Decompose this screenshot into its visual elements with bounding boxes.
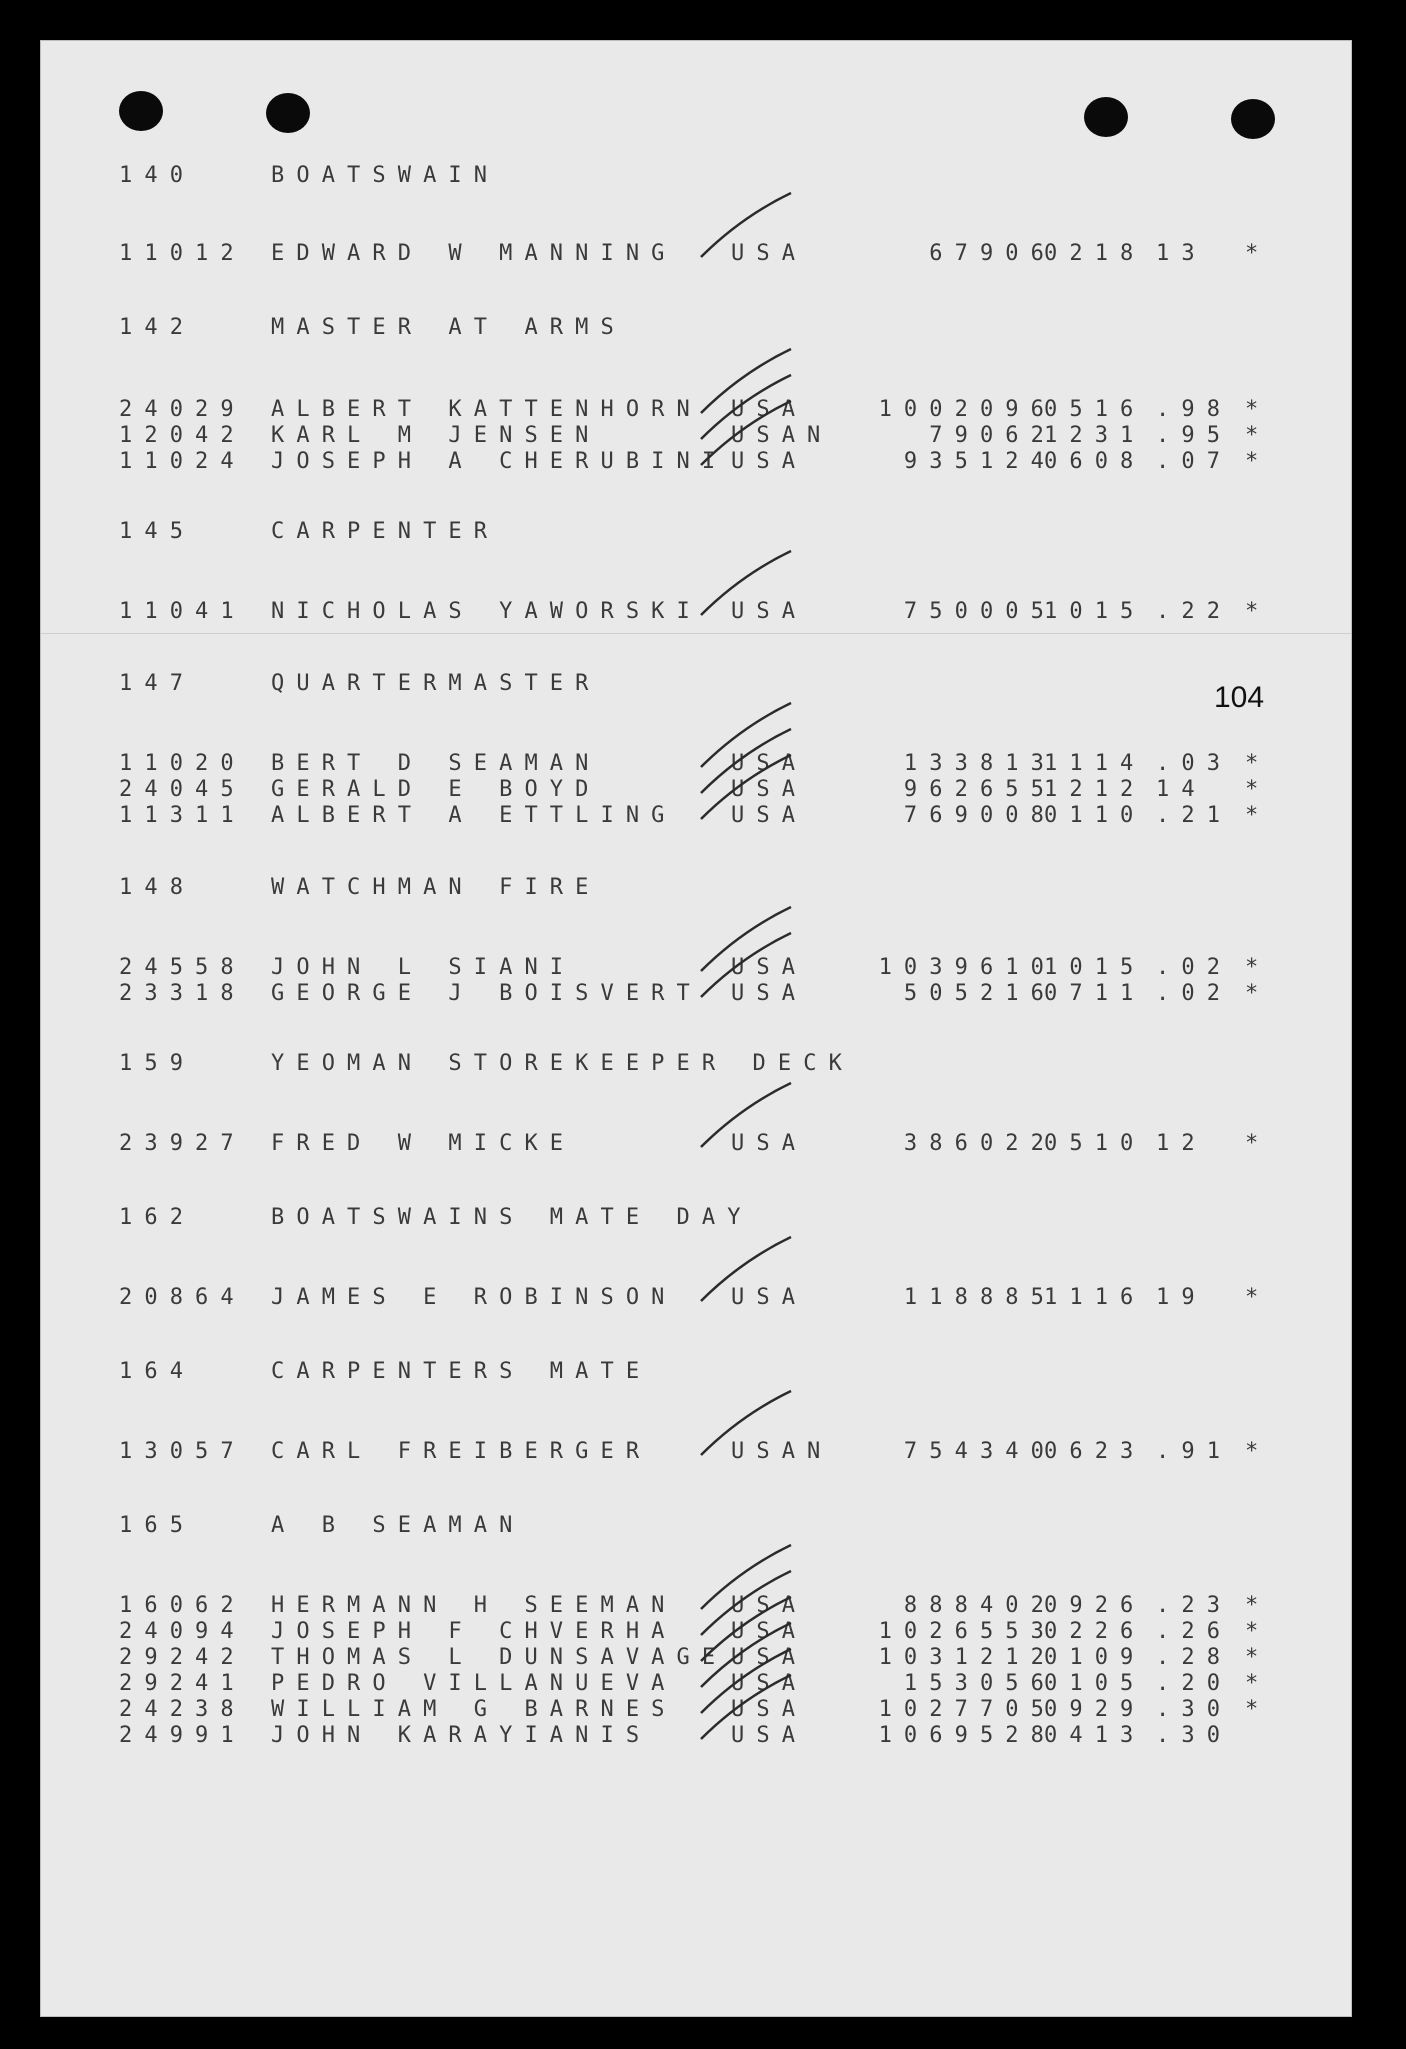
group-header: [41, 875, 1351, 899]
entry-date: 1231: [1044, 423, 1146, 448]
entry-date: 1212: [1044, 777, 1146, 802]
entry-date: 1015: [1044, 955, 1146, 980]
entry-id: 24991: [119, 1723, 246, 1748]
entry-date: 0226: [1044, 1619, 1146, 1644]
group-title: BOATSWAINS MATE DAY: [271, 1205, 753, 1230]
entry-id: 11311: [119, 803, 246, 828]
group-title: WATCHMAN FIRE: [271, 875, 601, 900]
entry-id: 11020: [119, 751, 246, 776]
entry-date: 1015: [1044, 599, 1146, 624]
group-header: [41, 519, 1351, 543]
entry-date: 0109: [1044, 1645, 1146, 1670]
entry-date: 0110: [1044, 803, 1146, 828]
entry-number: 888402: [903, 1593, 1056, 1618]
entry-mark: *: [1245, 1697, 1271, 1722]
entry-name: ALBERT KATTENHORN: [271, 397, 702, 422]
entry-mark: *: [1245, 449, 1271, 474]
entry-name: PEDRO VILLANUEVA: [271, 1671, 677, 1696]
entry-id: 20864: [119, 1285, 246, 1310]
group-code: 140: [119, 163, 196, 188]
entry-name: GERALD E BOYD: [271, 777, 601, 802]
entry-citizenship: USA: [731, 955, 808, 980]
entry-mark: *: [1245, 1131, 1271, 1156]
entry-citizenship: USA: [731, 1723, 808, 1748]
roster-entry: [41, 981, 1351, 1005]
entry-citizenship: USA: [731, 397, 808, 422]
entry-value: .20: [1156, 1671, 1233, 1696]
entry-number: 1039610: [878, 955, 1056, 980]
entry-number: 133813: [903, 751, 1056, 776]
group-header: [41, 163, 1351, 187]
group-title: CARPENTERS MATE: [271, 1359, 652, 1384]
entry-mark: *: [1245, 803, 1271, 828]
group-title: YEOMAN STOREKEEPER DECK: [271, 1051, 854, 1076]
entry-value: .23: [1156, 1593, 1233, 1618]
group-code: 145: [119, 519, 196, 544]
entry-number: 118885: [903, 1285, 1056, 1310]
entry-value: 19: [1156, 1285, 1207, 1310]
entry-id: 23927: [119, 1131, 246, 1156]
entry-citizenship: USA: [731, 981, 808, 1006]
entry-value: .21: [1156, 803, 1233, 828]
entry-name: WILLIAM G BARNES: [271, 1697, 677, 1722]
entry-name: JOSEPH F CHVERHA: [271, 1619, 677, 1644]
entry-date: 0929: [1044, 1697, 1146, 1722]
entry-number: 769008: [903, 803, 1056, 828]
roster-entry: [41, 1697, 1351, 1721]
entry-number: 1026553: [878, 1619, 1056, 1644]
entry-value: 13: [1156, 241, 1207, 266]
entry-id: 13057: [119, 1439, 246, 1464]
entry-id: 24094: [119, 1619, 246, 1644]
entry-date: 1116: [1044, 1285, 1146, 1310]
entry-value: 14: [1156, 777, 1207, 802]
entry-date: 1114: [1044, 751, 1146, 776]
entry-date: 0711: [1044, 981, 1146, 1006]
roster-entry: [41, 449, 1351, 473]
entry-value: .26: [1156, 1619, 1233, 1644]
group-code: 159: [119, 1051, 196, 1076]
entry-mark: *: [1245, 1593, 1271, 1618]
group-title: A B SEAMAN: [271, 1513, 525, 1538]
group-code: 142: [119, 315, 196, 340]
entry-name: JOHN KARAYIANIS: [271, 1723, 652, 1748]
punch-hole: [266, 93, 310, 133]
roster-entry: [41, 1619, 1351, 1643]
group-title: QUARTERMASTER: [271, 671, 601, 696]
entry-mark: *: [1245, 397, 1271, 422]
entry-number: 1002096: [878, 397, 1056, 422]
entry-number: 67906: [929, 241, 1056, 266]
entry-number: 962655: [903, 777, 1056, 802]
entry-name: FRED W MICKE: [271, 1131, 576, 1156]
entry-name: THOMAS L DUNSAVAGE: [271, 1645, 728, 1670]
roster-entry: [41, 599, 1351, 623]
entry-name: CARL FREIBERGER: [271, 1439, 652, 1464]
entry-mark: *: [1245, 1285, 1271, 1310]
entry-date: 0218: [1044, 241, 1146, 266]
entry-value: .95: [1156, 423, 1233, 448]
entry-id: 29241: [119, 1671, 246, 1696]
roster-entry: [41, 1439, 1351, 1463]
entry-number: 153056: [903, 1671, 1056, 1696]
entry-number: 79062: [929, 423, 1056, 448]
group-code: 162: [119, 1205, 196, 1230]
entry-number: 1031212: [878, 1645, 1056, 1670]
entry-citizenship: USAN: [731, 1439, 833, 1464]
entry-value: .91: [1156, 1439, 1233, 1464]
entry-mark: *: [1245, 1671, 1271, 1696]
entry-date: 0623: [1044, 1439, 1146, 1464]
roster-entry: [41, 1645, 1351, 1669]
entry-number: 754340: [903, 1439, 1056, 1464]
roster-entry: [41, 1593, 1351, 1617]
roster-entry: [41, 777, 1351, 801]
entry-value: .02: [1156, 981, 1233, 1006]
entry-value: .28: [1156, 1645, 1233, 1670]
entry-id: 11041: [119, 599, 246, 624]
entry-value: .30: [1156, 1723, 1233, 1748]
entry-id: 29242: [119, 1645, 246, 1670]
entry-id: 24029: [119, 397, 246, 422]
entry-value: .07: [1156, 449, 1233, 474]
entry-citizenship: USA: [731, 1593, 808, 1618]
entry-citizenship: USA: [731, 1285, 808, 1310]
entry-id: 24238: [119, 1697, 246, 1722]
entry-number: 1027705: [878, 1697, 1056, 1722]
group-code: 164: [119, 1359, 196, 1384]
group-header: [41, 315, 1351, 339]
entry-id: 12042: [119, 423, 246, 448]
entry-value: .30: [1156, 1697, 1233, 1722]
punch-hole: [119, 91, 163, 131]
entry-mark: *: [1245, 981, 1271, 1006]
roster-entry: [41, 751, 1351, 775]
entry-mark: *: [1245, 241, 1271, 266]
entry-citizenship: USA: [731, 1131, 808, 1156]
entry-citizenship: USA: [731, 803, 808, 828]
entry-name: JOHN L SIANI: [271, 955, 576, 980]
entry-id: 11012: [119, 241, 246, 266]
entry-name: JAMES E ROBINSON: [271, 1285, 677, 1310]
entry-name: HERMANN H SEEMAN: [271, 1593, 677, 1618]
fold-line: [41, 633, 1351, 634]
entry-number: 386022: [903, 1131, 1056, 1156]
entry-name: KARL M JENSEN: [271, 423, 601, 448]
group-title: BOATSWAIN: [271, 163, 500, 188]
entry-citizenship: USAN: [731, 423, 833, 448]
entry-number: 505216: [903, 981, 1056, 1006]
group-header: [41, 1205, 1351, 1229]
entry-name: ALBERT A ETTLING: [271, 803, 677, 828]
entry-id: 23318: [119, 981, 246, 1006]
group-code: 147: [119, 671, 196, 696]
entry-mark: *: [1245, 1439, 1271, 1464]
entry-citizenship: USA: [731, 1697, 808, 1722]
group-title: CARPENTER: [271, 519, 500, 544]
entry-number: 935124: [903, 449, 1056, 474]
entry-mark: *: [1245, 1645, 1271, 1670]
group-header: [41, 1513, 1351, 1537]
group-code: 165: [119, 1513, 196, 1538]
entry-id: 24558: [119, 955, 246, 980]
group-header: [41, 1051, 1351, 1075]
roster-entry: [41, 423, 1351, 447]
entry-name: BERT D SEAMAN: [271, 751, 601, 776]
entry-name: GEORGE J BOISVERT: [271, 981, 702, 1006]
entry-date: 0413: [1044, 1723, 1146, 1748]
entry-value: 12: [1156, 1131, 1207, 1156]
entry-citizenship: USA: [731, 777, 808, 802]
entry-number: 1069528: [878, 1723, 1056, 1748]
roster-entry: [41, 1285, 1351, 1309]
entry-mark: *: [1245, 777, 1271, 802]
roster-entry: [41, 241, 1351, 265]
entry-value: .02: [1156, 955, 1233, 980]
entry-citizenship: USA: [731, 1671, 808, 1696]
entry-number: 750005: [903, 599, 1056, 624]
entry-citizenship: USA: [731, 241, 808, 266]
entry-name: NICHOLAS YAWORSKI: [271, 599, 702, 624]
entry-date: 0926: [1044, 1593, 1146, 1618]
roster-entry: [41, 955, 1351, 979]
roster-entry: [41, 803, 1351, 827]
roster-entry: [41, 1671, 1351, 1695]
document-page: [40, 40, 1352, 2017]
entry-mark: *: [1245, 1619, 1271, 1644]
entry-citizenship: USA: [731, 1645, 808, 1670]
entry-citizenship: USA: [731, 751, 808, 776]
entry-value: .22: [1156, 599, 1233, 624]
roster-entry: [41, 397, 1351, 421]
entry-citizenship: USA: [731, 449, 808, 474]
group-code: 148: [119, 875, 196, 900]
entry-name: EDWARD W MANNING: [271, 241, 677, 266]
entry-id: 24045: [119, 777, 246, 802]
group-title: MASTER AT ARMS: [271, 315, 626, 340]
entry-value: .03: [1156, 751, 1233, 776]
entry-mark: *: [1245, 599, 1271, 624]
punch-hole: [1231, 99, 1275, 139]
entry-citizenship: USA: [731, 599, 808, 624]
entry-id: 16062: [119, 1593, 246, 1618]
entry-mark: *: [1245, 751, 1271, 776]
entry-mark: *: [1245, 955, 1271, 980]
page-number: 104: [1214, 681, 1265, 714]
entry-citizenship: USA: [731, 1619, 808, 1644]
punch-hole: [1084, 97, 1128, 137]
entry-date: 0105: [1044, 1671, 1146, 1696]
entry-name: JOSEPH A CHERUBINI: [271, 449, 728, 474]
entry-date: 0608: [1044, 449, 1146, 474]
group-header: [41, 1359, 1351, 1383]
entry-mark: *: [1245, 423, 1271, 448]
roster-entry: [41, 1723, 1351, 1747]
roster-entry: [41, 1131, 1351, 1155]
entry-value: .98: [1156, 397, 1233, 422]
entry-date: 0516: [1044, 397, 1146, 422]
entry-date: 0510: [1044, 1131, 1146, 1156]
group-header: [41, 671, 1351, 695]
entry-id: 11024: [119, 449, 246, 474]
